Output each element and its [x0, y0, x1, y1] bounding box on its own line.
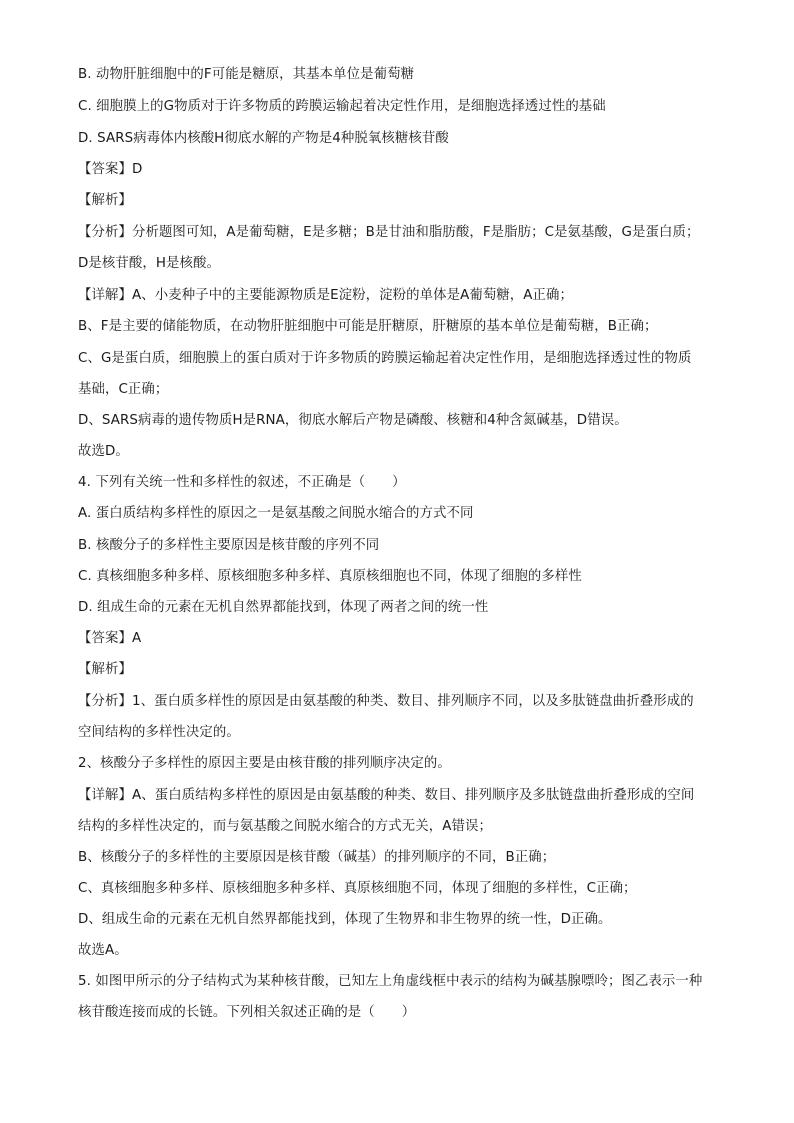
analysis-heading: 【解析】 [78, 193, 132, 208]
analysis-text: 空间结构的多样性决定的。 [78, 725, 240, 740]
detail-text: C、真核细胞多种多样、原核细胞多种多样、真原核细胞不同，体现了细胞的多样性，C正确； [78, 881, 637, 896]
conclusion-text: 故选D。 [78, 444, 129, 459]
analysis-text: 【分析】1、蛋白质多样性的原因是由氨基酸的种类、数目、排列顺序不同，以及多肽链盘曲折叠形成的 [78, 694, 694, 709]
detail-text: D、组成生命的元素在无机自然界都能找到，体现了生物界和非生物界的统一性，D正确。 [78, 912, 612, 927]
detail-text: 【详解】A、小麦种子中的主要能源物质是E淀粉，淀粉的单体是A葡萄糖，A正确； [78, 288, 574, 303]
option-c-line: C. 细胞膜上的G物质对于许多物质的跨膜运输起着决定性作用，是细胞选择透过性的基础 [78, 99, 606, 114]
question-4-stem: 4. 下列有关统一性和多样性的叙述，不正确是（ ） [78, 475, 406, 490]
option-d-line: D. 组成生命的元素在无机自然界都能找到，体现了两者之间的统一性 [78, 600, 489, 615]
detail-text: 【详解】A、蛋白质结构多样性的原因是由氨基酸的种类、数目、排列顺序及多肽链盘曲折叠形成的空间 [78, 788, 695, 803]
detail-text: D、SARS病毒的遗传物质H是RNA，彻底水解后产物是磷酸、核糖和4种含氮碱基，D错误。 [78, 413, 628, 428]
analysis-heading: 【解析】 [78, 662, 132, 677]
conclusion-text: 故选A。 [78, 943, 128, 958]
analysis-text: D是核苷酸，H是核酸。 [78, 256, 220, 271]
detail-text: 基础，C正确； [78, 382, 169, 397]
analysis-text: 【分析】分析题图可知，A是葡萄糖，E是多糖；B是甘油和脂肪酸，F是脂肪；C是氨基酸，G是蛋白质； [78, 225, 700, 240]
question-5-stem: 5. 如图甲所示的分子结构式为某种核苷酸，已知左上角虚线框中表示的结构为碱基腺嘌呤；图乙表示一种 [78, 974, 703, 989]
option-a-line: A. 蛋白质结构多样性的原因之一是氨基酸之间脱水缩合的方式不同 [78, 506, 474, 521]
option-d-line: D. SARS病毒体内核酸H彻底水解的产物是4种脱氧核糖核苷酸 [78, 131, 449, 146]
option-b-line: B. 动物肝脏细胞中的F可能是糖原，其基本单位是葡萄糖 [78, 67, 415, 82]
analysis-text: 2、核酸分子多样性的原因主要是由核苷酸的排列顺序决定的。 [78, 756, 451, 771]
option-b-line: B. 核酸分子的多样性主要原因是核苷酸的序列不同 [78, 538, 380, 553]
option-c-line: C. 真核细胞多种多样、原核细胞多种多样、真原核细胞也不同，体现了细胞的多样性 [78, 569, 582, 584]
detail-text: 结构的多样性决定的，而与氨基酸之间脱水缩合的方式无关，A错误； [78, 819, 492, 834]
detail-text: C、G是蛋白质，细胞膜上的蛋白质对于许多物质的跨膜运输起着决定性作用，是细胞选择透过性的物质 [78, 351, 692, 366]
answer-label: 【答案】A [78, 631, 142, 646]
question-5-stem: 核苷酸连接而成的长链。下列相关叙述正确的是（ ） [78, 1005, 416, 1020]
detail-text: B、F是主要的储能物质，在动物肝脏细胞中可能是肝糖原，肝糖原的基本单位是葡萄糖，B正确； [78, 319, 658, 334]
detail-text: B、核酸分子的多样性的主要原因是核苷酸（碱基）的排列顺序的不同，B正确； [78, 850, 556, 865]
answer-label: 【答案】D [78, 162, 143, 177]
